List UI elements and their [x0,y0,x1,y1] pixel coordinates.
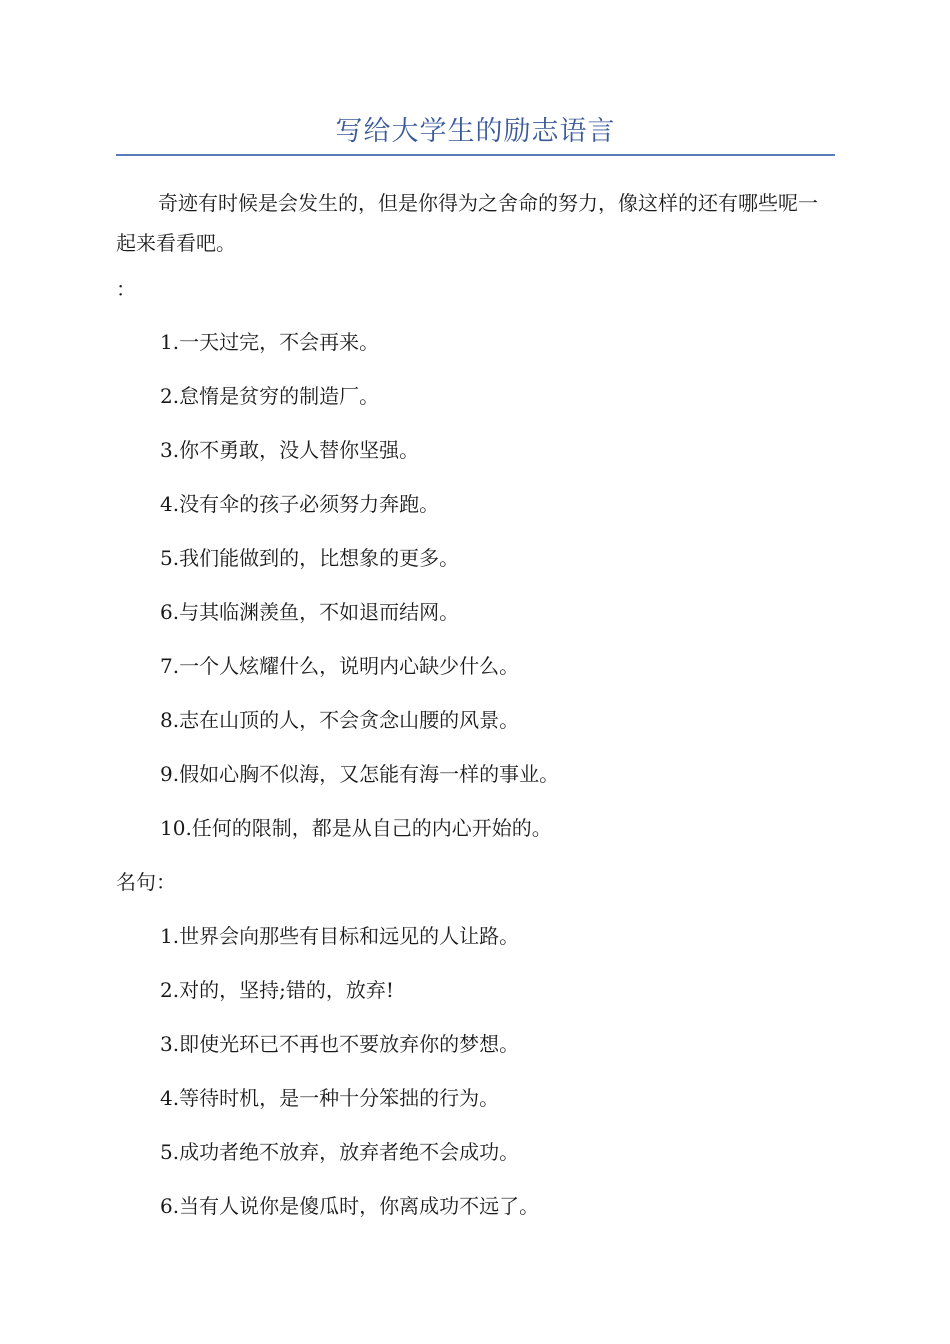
section2-label: 名句： [116,870,176,894]
list-item: 6.与其临渊羡鱼，不如退而结网。 [160,600,460,624]
list-item: 2.对的，坚持;错的，放弃! [160,978,394,1002]
list-item: 6.当有人说你是傻瓜时，你离成功不远了。 [160,1194,540,1218]
list-item: 2.怠惰是贫穷的制造厂。 [160,384,380,408]
list-item: 3.你不勇敢，没人替你坚强。 [160,438,420,462]
list-item: 4.等待时机，是一种十分笨拙的行为。 [160,1086,500,1110]
document-title: 写给大学生的励志语言 [335,116,616,147]
intro-paragraph: 奇迹有时候是会发生的，但是你得为之舍命的努力，像这样的还有哪些呢一起来看看吧。 [116,191,818,255]
list-item: 5.成功者绝不放弃，放弃者绝不会成功。 [160,1140,520,1164]
list-item: 3.即使光环已不再也不要放弃你的梦想。 [160,1032,520,1056]
list-item: 9.假如心胸不似海，又怎能有海一样的事业。 [160,762,560,786]
title-underline [116,154,835,156]
list-item: 4.没有伞的孩子必须努力奔跑。 [160,492,440,516]
list-item: 1.世界会向那些有目标和远见的人让路。 [160,924,520,948]
list-item: 8.志在山顶的人，不会贪念山腰的风景。 [160,708,520,732]
list-item: 1.一天过完，不会再来。 [160,330,380,354]
section1-label: ： [116,277,136,301]
list-item: 5.我们能做到的，比想象的更多。 [160,546,460,570]
list-item: 10.任何的限制，都是从自己的内心开始的。 [160,816,552,840]
list-item: 7.一个人炫耀什么，说明内心缺少什么。 [160,654,520,678]
